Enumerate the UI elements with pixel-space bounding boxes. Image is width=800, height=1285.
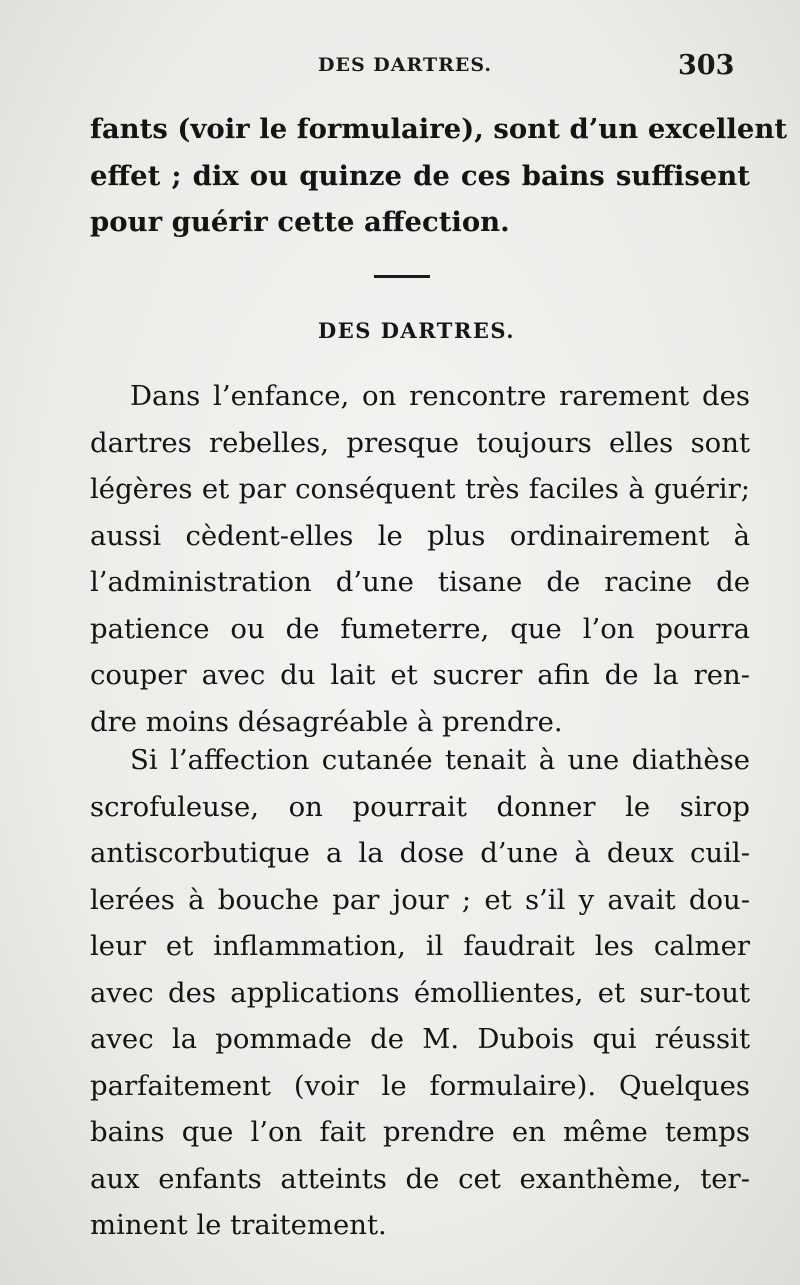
text-line: scrofuleuse, on pourrait donner le sirop — [90, 790, 750, 823]
show-through-texture — [90, 245, 770, 292]
text-line: aux enfants atteints de cet exanthème, ter- — [90, 1162, 750, 1195]
text-line: dre moins désagréable à prendre. — [90, 705, 563, 738]
section-divider — [374, 275, 430, 278]
text-line: leur et inflammation, il faudrait les calmer — [90, 930, 750, 962]
page-number: 303 — [678, 50, 735, 81]
text-line: couper avec du lait et sucrer afin de la ren- — [90, 659, 750, 691]
paragraph-two — [90, 737, 750, 1249]
text-line: l’administration d’une tisane de racine de — [90, 566, 750, 598]
text-line: antiscorbutique a la dose d’une à deux cuil- — [90, 837, 750, 869]
text-line: parfaitement (voir le formulaire). Quelques — [90, 1069, 750, 1102]
running-head: DES DARTRES. — [318, 54, 493, 76]
text-line: bains que l’on fait prendre en même temps — [90, 1116, 750, 1148]
text-line: pour guérir cette affection. — [90, 206, 510, 238]
text-line: légères et par conséquent très faciles à guérir; — [90, 473, 750, 505]
text-line: fants (voir le formulaire), sont d’un excellent — [90, 113, 788, 145]
text-line: effet ; dix ou quinze de ces bains suffisent — [90, 159, 750, 192]
text-line: lerées à bouche par jour ; et s’il y avait dou- — [90, 883, 750, 916]
text-line: Dans l’enfance, on rencontre rarement des — [130, 380, 750, 412]
text-line: avec des applications émollientes, et sur-tout — [90, 976, 750, 1009]
text-line: Si l’affection cutanée tenait à une diathèse — [130, 744, 750, 776]
text-line: patience ou de fumeterre, que l’on pourra — [90, 612, 750, 645]
text-line: dartres rebelles, presque toujours elles sont — [90, 426, 750, 459]
text-line: aussi cèdent-elles le plus ordinairement à — [90, 519, 750, 552]
text-line: avec la pommade de M. Dubois qui réussit — [90, 1023, 750, 1055]
section-title: DES DARTRES. — [318, 318, 516, 343]
text-line: minent le traitement. — [90, 1209, 387, 1241]
paragraph-one — [90, 373, 750, 745]
continuation-paragraph — [90, 106, 788, 246]
